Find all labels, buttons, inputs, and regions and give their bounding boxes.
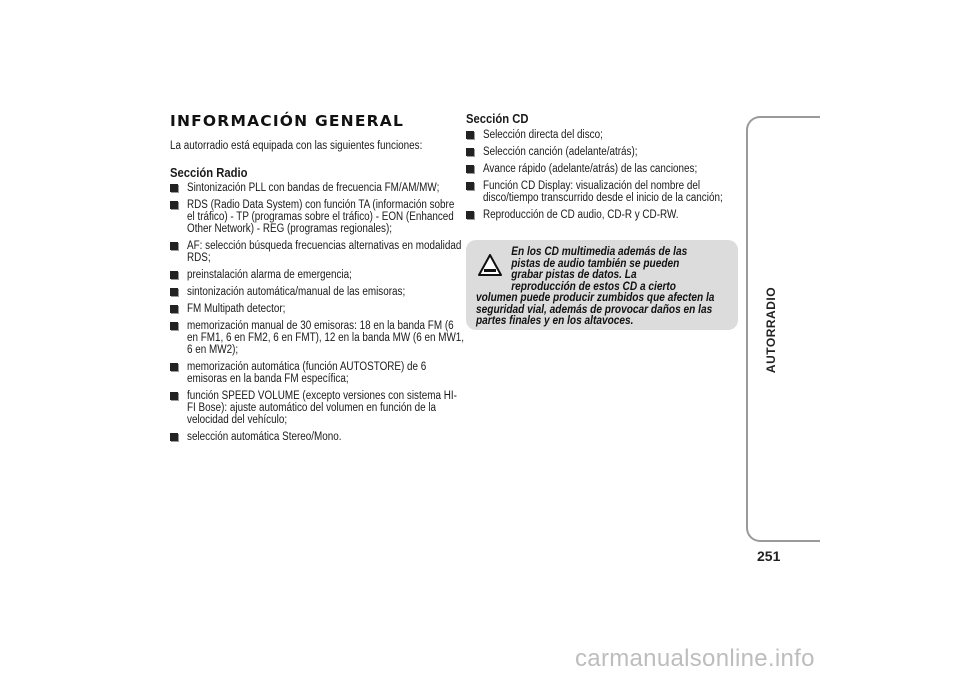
bullet-box-icon — [170, 433, 178, 441]
list-item: Función CD Display: visualización del nombre del disco/tiempo transcurrido desde el inicio de la canción; — [466, 180, 746, 204]
list-item: Selección directa del disco; — [466, 129, 746, 141]
page-number: 251 — [757, 548, 781, 564]
list-item: memorización automática (función AUTOSTORE) de 6 emisoras en la banda FM específica; — [170, 361, 465, 385]
bullet-box-icon — [170, 363, 178, 371]
bullet-box-icon — [170, 305, 178, 313]
warning-box — [466, 240, 738, 330]
bullet-box-icon — [466, 148, 474, 156]
section-tab — [746, 116, 820, 542]
bullet-box-icon — [466, 182, 474, 190]
warning-text-lead: En los CD multimedia además de las pistas de audio también se pueden grabar pistas de datos. La reproducción de estos CD a cierto — [511, 246, 688, 293]
radio-feature-list — [170, 182, 465, 443]
bullet-box-icon — [170, 242, 178, 250]
list-item: RDS (Radio Data System) con función TA (información sobre el tráfico) - TP (programas sobre el tráfico) - EON (Enhanced Other Network) - REG (programas regionales); — [170, 199, 465, 235]
bullet-box-icon — [170, 201, 178, 209]
list-item: memorización manual de 30 emisoras: 18 en la banda FM (6 en FM1, 6 en FM2, 6 en FMT), 12 en la banda MW (6 en MW1, 6 en MW2); — [170, 320, 465, 356]
watermark: carmanualsonline.info — [575, 645, 815, 672]
warning-text-rest: volumen puede producir zumbidos que afecten la seguridad vial, además de provocar daños en las partes finales y en los altavoces. — [476, 292, 715, 327]
list-item: AF: selección búsqueda frecuencias alternativas en modalidad RDS; — [170, 240, 465, 264]
list-item: selección automática Stereo/Mono. — [170, 431, 465, 443]
bullet-box-icon — [466, 131, 474, 139]
cd-feature-list — [466, 129, 746, 221]
cd-section-heading: Sección CD — [466, 112, 529, 126]
list-item: Sintonización PLL con bandas de frecuencia FM/AM/MW; — [170, 182, 465, 194]
list-item: FM Multipath detector; — [170, 303, 465, 315]
right-column — [466, 112, 746, 226]
radio-section-heading: Sección Radio — [170, 166, 248, 180]
list-item: Reproducción de CD audio, CD-R y CD-RW. — [466, 209, 746, 221]
bullet-box-icon — [170, 184, 178, 192]
list-item: preinstalación alarma de emergencia; — [170, 269, 465, 281]
list-item: Avance rápido (adelante/atrás) de las canciones; — [466, 163, 746, 175]
bullet-box-icon — [170, 288, 178, 296]
list-item: función SPEED VOLUME (excepto versiones con sistema HI-FI Bose): ajuste automático del volumen en función de la velocidad del vehículo; — [170, 390, 465, 426]
intro-text: La autorradio está equipada con las siguientes funciones: — [170, 140, 423, 152]
bullet-box-icon — [466, 211, 474, 219]
bullet-box-icon — [170, 271, 178, 279]
page-title: INFORMACIÓN GENERAL — [170, 112, 405, 130]
warning-text — [476, 247, 719, 328]
bullet-box-icon — [170, 322, 178, 330]
bullet-box-icon — [170, 392, 178, 400]
section-label: AUTORRADIO — [764, 286, 778, 374]
list-item: Selección canción (adelante/atrás); — [466, 146, 746, 158]
left-column — [170, 112, 465, 448]
bullet-box-icon — [466, 165, 474, 173]
list-item: sintonización automática/manual de las emisoras; — [170, 286, 465, 298]
